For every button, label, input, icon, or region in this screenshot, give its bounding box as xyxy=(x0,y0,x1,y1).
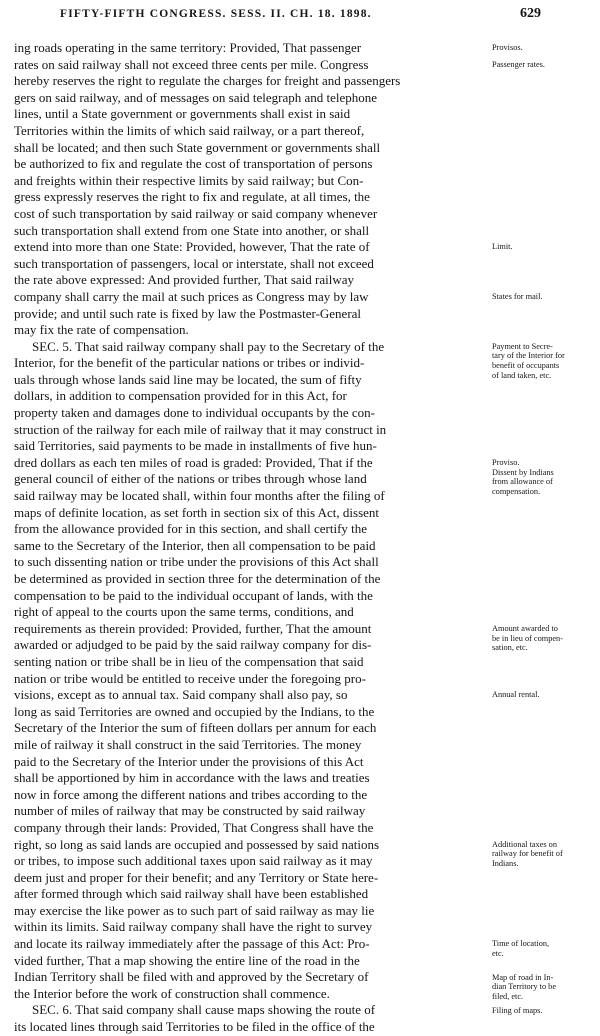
margin-note-line: from allowance of xyxy=(492,477,553,487)
text-line: be authorized to fix and regulate the cost of transportation of persons xyxy=(14,156,373,172)
text-line: its located lines through said Territories to be filed in the office of the xyxy=(14,1019,375,1035)
margin-note xyxy=(492,60,596,70)
text-line: deem just and proper for their benefit; and any Territory or State here- xyxy=(14,869,379,885)
text-line: said railway may be located shall, within four months after the filing of xyxy=(14,488,385,504)
text-line: within its limits. Said railway company shall have the right to survey xyxy=(14,919,373,935)
text-line: paid to the Secretary of the Interior under the provisions of this Act xyxy=(14,753,364,769)
statute-text-column xyxy=(14,40,484,1036)
margin-note-line: Annual rental. xyxy=(492,690,540,700)
margin-note-line: Filing of maps. xyxy=(492,1005,543,1015)
margin-note xyxy=(492,242,596,252)
text-line: visions, except as to annual tax. Said company shall also pay, so xyxy=(14,687,348,703)
text-line: lines, until a State government or governments shall exist in said xyxy=(14,106,351,122)
text-line: such transportation of passengers, local or interstate, shall not exceed xyxy=(14,255,374,271)
margin-note-line: Payment to Secre- xyxy=(492,341,553,351)
margin-note-line: Passenger rates. xyxy=(492,59,545,69)
margin-note xyxy=(492,43,596,53)
text-line: awarded or adjudged to be paid by the said railway company for dis- xyxy=(14,637,372,653)
margin-note-line: Amount awarded to xyxy=(492,624,558,633)
text-line: to such dissenting nation or tribe under the provisions of this Act shall xyxy=(14,554,379,570)
text-line: same to the Secretary of the Interior, then all compensation to be paid xyxy=(14,537,376,553)
text-line: compensation to be paid to the individual occupant of lands, with the xyxy=(14,587,373,603)
text-line: Territories within the limits of which said railway, or a part thereof, xyxy=(14,122,365,138)
text-line: now in force among the different nations and tribes according to the xyxy=(14,786,368,802)
margin-note xyxy=(492,939,596,958)
text-line: provide; and until such rate is fixed by law the Postmaster-General xyxy=(14,305,362,321)
margin-note-line: Proviso. xyxy=(492,458,520,467)
page-number: 629 xyxy=(520,6,541,21)
text-line: shall be apportioned by him in accordance with the laws and treaties xyxy=(14,770,370,786)
text-line: nation or tribe would be entitled to receive under the foregoing pro- xyxy=(14,670,366,686)
text-line: senting nation or tribe shall be in lieu of the compensation that said xyxy=(14,653,364,669)
text-line: extend into more than one State: Provided, however, That the rate of xyxy=(14,239,370,255)
text-line: dollars, in addition to compensation provided for in this Act, for xyxy=(14,388,347,404)
margin-note-line: Dissent by Indians xyxy=(492,467,554,477)
margin-note-line: Limit. xyxy=(492,242,513,252)
text-line: long as said Territories are owned and occupied by the Indians, to the xyxy=(14,703,375,719)
text-line: Interior, for the benefit of the particular nations or tribes or individ- xyxy=(14,355,365,371)
text-line: and freights within their respective limits by said railway; but Con- xyxy=(14,172,364,188)
margin-note-line: Indians. xyxy=(492,858,519,868)
margin-note-line: etc. xyxy=(492,948,504,958)
margin-note xyxy=(492,624,596,653)
text-line: after formed through which said railway shall have been established xyxy=(14,886,369,902)
text-line: company through their lands: Provided, That Congress shall have the xyxy=(14,819,374,835)
text-line: cost of such transportation by said railway or said company whenever xyxy=(14,205,378,221)
margin-note xyxy=(492,292,596,302)
text-line: right, so long as said lands are occupied and possessed by said nations xyxy=(14,836,380,852)
text-line: hereby reserves the right to regulate the charges for freight and passengers xyxy=(14,73,401,89)
margin-note-line: Additional taxes on xyxy=(492,839,557,849)
text-line: general council of either of the nations or tribes through whose land xyxy=(14,471,367,487)
margin-note-line: dian Territory to be xyxy=(492,982,557,992)
margin-note xyxy=(492,458,596,496)
margin-note-line: filed, etc. xyxy=(492,991,524,1001)
text-line: said Territories, said payments to be made in installments of five hun- xyxy=(14,438,377,454)
text-line: from the allowance provided for in this section, and shall certify the xyxy=(14,521,368,537)
text-line: the rate above expressed: And provided further, That said railway xyxy=(14,272,355,288)
running-head-title: FIFTY-FIFTH CONGRESS. SESS. II. CH. 18. 1898. xyxy=(60,8,372,20)
text-line: requirements as therein provided: Provided, further, That the amount xyxy=(14,620,372,636)
margin-note-line: Map of road in In- xyxy=(492,972,554,982)
margin-note-line: railway for benefit of xyxy=(492,849,563,859)
margin-note-line: States for mail. xyxy=(492,292,543,301)
text-line: maps of definite location, as set forth in section six of this Act, dissent xyxy=(14,504,380,520)
margin-note-line: Provisos. xyxy=(492,43,523,52)
text-line: gers on said railway, and of messages on said telegraph and telephone xyxy=(14,89,378,105)
text-line: shall be located; and then such State government or governments shall xyxy=(14,139,381,155)
text-line: company shall carry the mail at such prices as Congress may by law xyxy=(14,288,369,304)
text-line: Indian Territory shall be filed with and approved by the Secretary of xyxy=(14,969,369,985)
text-line: the Interior before the work of construction shall commence. xyxy=(14,985,330,1001)
margin-note xyxy=(492,1006,596,1016)
text-line: ing roads operating in the same territory: Provided, That passenger xyxy=(14,40,362,55)
text-line: may exercise the like power as to such part of said railway as may lie xyxy=(14,902,375,918)
text-line: mile of railway it shall construct in the said Territories. The money xyxy=(14,736,362,752)
margin-note xyxy=(492,342,596,380)
margin-note-line: sation, etc. xyxy=(492,643,528,653)
text-line: be determined as provided in section three for the determination of the xyxy=(14,571,381,586)
text-line: gress expressly reserves the right to fix and regulate, at all times, the xyxy=(14,189,370,205)
text-line: or tribes, to impose such additional taxes upon said railway as it may xyxy=(14,853,373,869)
margin-note-line: compensation. xyxy=(492,486,541,496)
margin-notes-column xyxy=(492,0,596,1015)
margin-note xyxy=(492,840,596,869)
text-line: property taken and damages done to individual occupants by the con- xyxy=(14,405,376,421)
text-line: vided further, That a map showing the entire line of the road in the xyxy=(14,952,360,968)
margin-note-line: of land taken, etc. xyxy=(492,370,552,380)
margin-note-line: be in lieu of compen- xyxy=(492,633,563,643)
text-line: and locate its railway immediately after the passage of this Act: Pro- xyxy=(14,936,370,952)
text-line: SEC. 5. That said railway company shall pay to the Secretary of the xyxy=(32,338,385,354)
margin-note-line: benefit of occupants xyxy=(492,360,560,370)
text-line: struction of the railway for each mile of railway that it may construct in xyxy=(14,421,387,437)
margin-note-line: tary of the Interior for xyxy=(492,351,565,361)
text-line: rates on said railway shall not exceed three cents per mile. Congress xyxy=(14,56,369,72)
text-line: may fix the rate of compensation. xyxy=(14,322,189,338)
text-line: dred dollars as each ten miles of road is graded: Provided, That if the xyxy=(14,454,373,470)
text-line: right of appeal to the courts upon the same terms, conditions, and xyxy=(14,604,354,620)
margin-note xyxy=(492,690,596,700)
text-line: SEC. 6. That said company shall cause maps showing the route of xyxy=(32,1002,376,1018)
text-line: such transportation shall extend from one State into another, or shall xyxy=(14,222,370,238)
text-line: uals through whose lands said line may be located, the sum of fifty xyxy=(14,371,362,387)
margin-note xyxy=(492,973,596,1002)
margin-note-line: Time of location, xyxy=(492,939,550,949)
text-line: Secretary of the Interior the sum of fifteen dollars per annum for each xyxy=(14,720,377,736)
text-line: number of miles of railway that may be constructed by said railway xyxy=(14,803,366,819)
